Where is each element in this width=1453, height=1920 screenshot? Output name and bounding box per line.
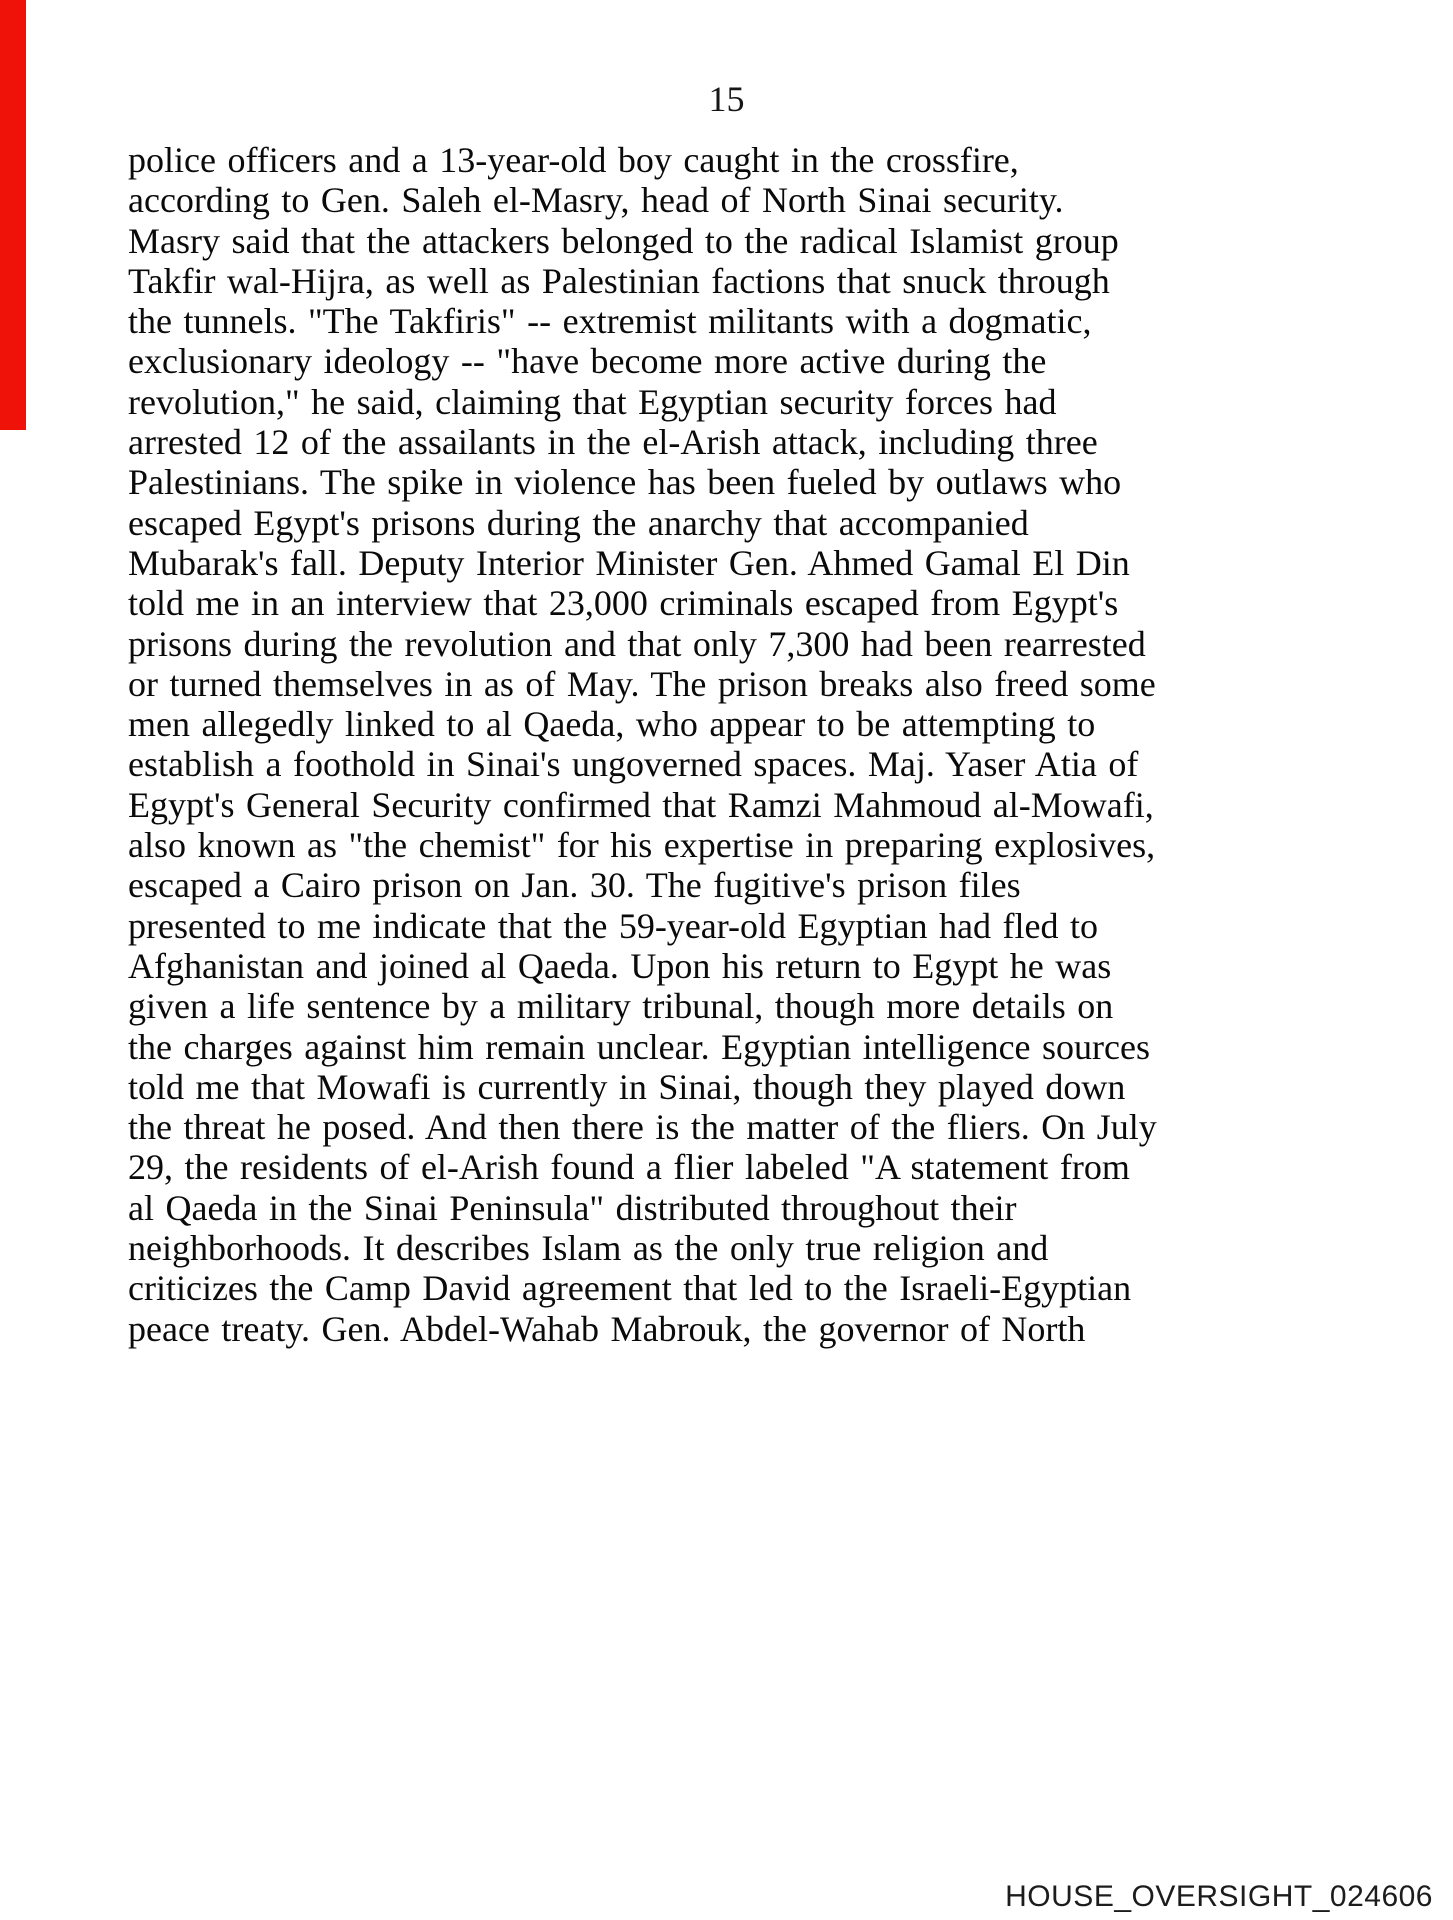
text-line: Palestinians. The spike in violence has been fueled by outlaws who bbox=[128, 462, 1122, 503]
text-line: escaped Egypt's prisons during the anarchy that accompanied bbox=[128, 502, 1029, 543]
page-number: 15 bbox=[708, 79, 745, 119]
text-line: peace treaty. Gen. Abdel-Wahab Mabrouk, the governor of North bbox=[128, 1308, 1086, 1349]
text-line: revolution," he said, claiming that Egyptian security forces had bbox=[128, 381, 1057, 422]
text-line: told me in an interview that 23,000 criminals escaped from Egypt's bbox=[128, 583, 1119, 624]
text-line: prisons during the revolution and that only 7,300 had been rearrested bbox=[128, 623, 1146, 664]
text-line: men allegedly linked to al Qaeda, who appear to be attempting to bbox=[128, 704, 1096, 745]
text-line: criticizes the Camp David agreement that led to the Israeli-Egyptian bbox=[128, 1268, 1132, 1309]
text-line: Egypt's General Security confirmed that Ramzi Mahmoud al-Mowafi, bbox=[128, 784, 1154, 825]
text-line: the tunnels. "The Takfiris" -- extremist militants with a dogmatic, bbox=[128, 301, 1092, 342]
text-line: given a life sentence by a military tribunal, though more details on bbox=[128, 986, 1114, 1027]
text-line: the charges against him remain unclear. Egyptian intelligence sources bbox=[128, 1026, 1150, 1067]
text-line: al Qaeda in the Sinai Peninsula" distributed throughout their bbox=[128, 1187, 1017, 1228]
text-line: exclusionary ideology -- "have become more active during the bbox=[128, 341, 1047, 382]
text-line: or turned themselves in as of May. The prison breaks also freed some bbox=[128, 663, 1156, 704]
text-line: according to Gen. Saleh el-Masry, head of North Sinai security. bbox=[128, 180, 1064, 221]
text-line: Masry said that the attackers belonged to the radical Islamist group bbox=[128, 220, 1119, 261]
text-line: escaped a Cairo prison on Jan. 30. The fugitive's prison files bbox=[128, 865, 1021, 906]
bates-number: HOUSE_OVERSIGHT_024606 bbox=[1005, 1880, 1433, 1913]
text-line: presented to me indicate that the 59-year-old Egyptian had fled to bbox=[128, 905, 1098, 946]
text-line: told me that Mowafi is currently in Sinai, though they played down bbox=[128, 1066, 1126, 1107]
text-line: the threat he posed. And then there is the matter of the fliers. On July bbox=[128, 1107, 1157, 1148]
text-line: neighborhoods. It describes Islam as the only true religion and bbox=[128, 1228, 1049, 1269]
text-line: Afghanistan and joined al Qaeda. Upon his return to Egypt he was bbox=[128, 945, 1112, 986]
document-body-text bbox=[128, 140, 1318, 1349]
text-line: also known as "the chemist" for his expertise in preparing explosives, bbox=[128, 825, 1156, 866]
text-line: Takfir wal-Hijra, as well as Palestinian factions that snuck through bbox=[128, 260, 1110, 301]
text-line: police officers and a 13-year-old boy caught in the crossfire, bbox=[128, 140, 1019, 180]
text-line: 29, the residents of el-Arish found a flier labeled "A statement from bbox=[128, 1147, 1130, 1188]
text-line: Mubarak's fall. Deputy Interior Minister Gen. Ahmed Gamal El Din bbox=[128, 542, 1130, 583]
red-highlight-bar bbox=[0, 0, 26, 430]
text-line: arrested 12 of the assailants in the el-Arish attack, including three bbox=[128, 422, 1098, 463]
text-line: establish a foothold in Sinai's ungoverned spaces. Maj. Yaser Atia of bbox=[128, 744, 1139, 785]
